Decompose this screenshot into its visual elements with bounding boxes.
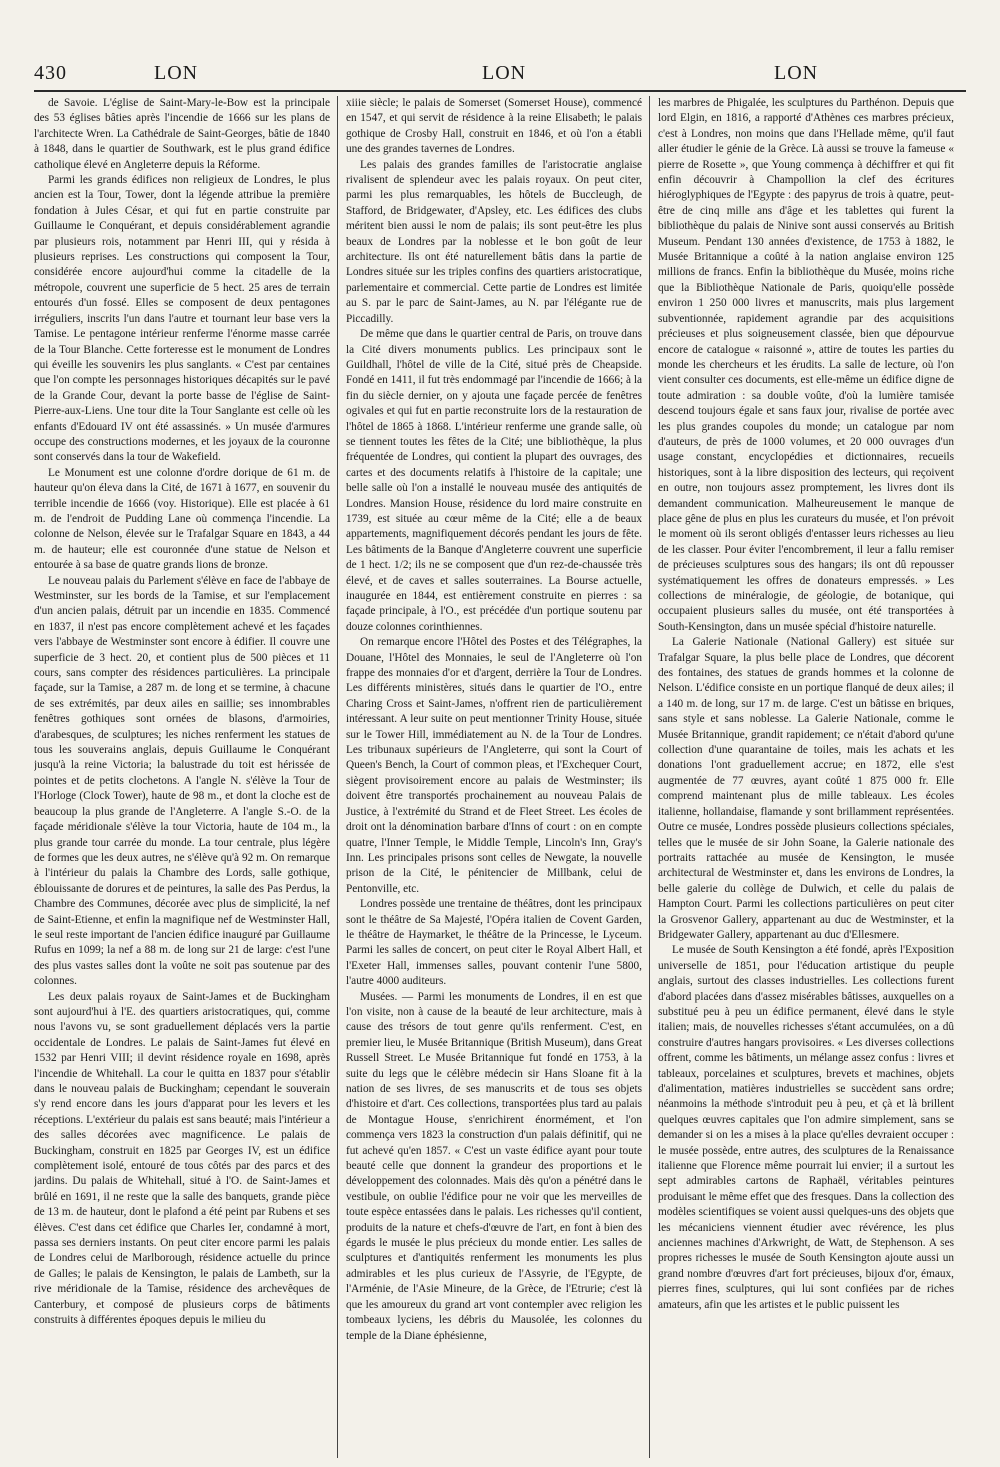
running-header bbox=[34, 62, 966, 88]
column-divider bbox=[649, 96, 650, 1458]
paragraph: De même que dans le quartier central de Paris, on trouve dans la Cité divers monuments publics. Les principaux sont le Guildhall, l'hôtel de ville de la Cité, situé près de Cheapside. Fondé en 1411, il fut très endommagé par l'incendie de 1666; à la fin du siècle dernier, on y ajouta une façade percée de fenêtres ogivales et qui fut en partie reconstruite lors de la restauration de l'hôtel de 1865 à 1868. L'intérieur renferme une grande salle, où se tiennent toutes les fêtes de la Cité; une bibliothèque, la plus fréquentée de Londres, qui contient la plupart des ouvrages, des cartes et des documents relatifs à l'histoire de la capitale; une belle salle où l'on a installé le nouveau musée des antiquités de Londres. Mansion House, résidence du lord maire construite en 1739, est située au cœur même de la Cité; elle a de beaux appartements, magnifiquement décorés pendant les jours de fête. Les bâtiments de la Banque d'Angleterre couvrent une superficie de 1 hect. 1/2; ils ne se composent que d'un rez-de-chaussée très élevé, et de caves et salles souterraines. La Bourse actuelle, inaugurée en 1844, est entièrement construite en pierres : sa façade principale, à l'O., est précédée d'un portique soutenu par douze colonnes corinthiennes. bbox=[346, 328, 642, 633]
page-number: 430 bbox=[34, 62, 67, 84]
column-divider bbox=[337, 96, 338, 1458]
header-left-word: LON bbox=[154, 62, 199, 84]
paragraph: Le nouveau palais du Parlement s'élève en face de l'abbaye de Westminster, sur les bords de la Tamise, et sur l'emplacement d'un ancien palais, détruit par un incendie en 1835. Commencé en 1837, il n'est pas encore complètement achevé et les façades vers l'abbaye de Westminster sont encore à édifier. Il couvre une superficie de 3 hect. 20, et contient plus de 500 pièces et 11 cours, sans compter des résidences particulières. La principale façade, sur la Tamise, a 287 m. de long et se termine, à chacune de ses extrémités, par deux ailes en saillie; ses innombrables fenêtres gothiques sont ornées de blasons, d'armoiries, d'arabesques, de sculptures; les niches renferment les statues de tous les souverains anglais, depuis Guillaume le Conquérant jusqu'à la reine Victoria; la balustrade du toit est hérissée de pointes et de petits clochetons. A l'angle N. s'élève la Tour de l'Horloge (Clock Tower), haute de 98 m., et dont la cloche est de beaucoup la plus grande de l'Angleterre. A l'angle S.-O. de la façade méridionale s'élève la tour Victoria, haute de 104 m., la plus grande tour carrée du monde. La tour centrale, plus légère de formes que les deux autres, ne s'élève qu'à 92 m. On remarque à l'intérieur du palais la Chambre des Lords, salle gothique, éblouissante de dorures et de peintures, la salle des Pas Perdus, la Chambre des Communes, décorée avec plus de simplicité, la nef de Saint-Etienne, et enfin la magnifique nef de Westminster Hall, le seul reste important de l'ancien édifice inauguré par Guillaume Rufus en 1099; la nef a 88 m. de long sur 21 de large: c'est l'une des plus vastes salles dont la voûte ne soit pas soutenue par des colonnes. bbox=[34, 574, 330, 988]
paragraph: Le Monument est une colonne d'ordre dorique de 61 m. de hauteur qu'on éleva dans la Cité, de 1671 à 1677, en souvenir du terrible incendie de 1666 (voy. Historique). Elle est placée à 61 m. de l'endroit de Pudding Lane où commença l'incendie. La colonne de Nelson, élevée sur le Trafalgar Square en 1843, a 44 m. de hauteur; elle est couronnée d'une statue de Nelson et entourée à sa base de quatre grands lions de bronze. bbox=[34, 466, 330, 572]
paragraph: de Savoie. L'église de Saint-Mary-le-Bow est la principale des 53 églises bâties après l'incendie de 1666 sur les plans de l'architecte Wren. La Cathédrale de Saint-Georges, bâtie de 1840 à 1848, dans le quartier de Southwark, est le plus grand édifice catholique élevé en Angleterre depuis la Réforme. bbox=[34, 97, 330, 171]
text-column-2 bbox=[346, 96, 642, 1458]
paragraph: Musées. — Parmi les monuments de Londres, il en est que l'on visite, non à cause de la beauté de leur architecture, mais à cause des trésors de tout genre qu'ils renferment. C'est, en premier lieu, le Musée Britannique (British Museum), dans Great Russell Street. Le Musée Britannique fut fondé en 1753, à la suite du legs que le célèbre médecin sir Hans Sloane fit à la nation de ses livres, de ses manuscrits et de tous ses objets d'histoire et d'art. Ces collections, transportées plus tard au palais de Montague House, s'enrichirent énormément, et l'on commença vers 1823 la construction d'un palais définitif, qui ne fut achevé qu'en 1857. « C'est un vaste édifice ayant pour toute beauté celle que donnent la grandeur des proportions et le développement des colonnades. Mais dès qu'on a pénétré dans le vestibule, on oublie l'édifice pour ne voir que les merveilles de toute espèce entassées dans le palais. Les richesses qu'il contient, produits de la nature et chefs-d'œuvre de l'art, en font à bien des égards le musée le plus précieux du monde entier. Les salles de sculptures et d'antiquités renferment les monuments les plus admirables et les plus curieux de l'Assyrie, de l'Egypte, de l'Arménie, de l'Asie Mineure, de la Grèce, de l'Etrurie; c'est là que les amoureux du grand art vont contempler avec religion les tombeaux lyciens, les débris du Mausolée, les colonnes du temple de la Diane éphésienne, bbox=[346, 990, 642, 1342]
paragraph: Le musée de South Kensington a été fondé, après l'Exposition universelle de 1851, pour l'éducation artistique du peuple anglais, surtout des classes industrielles. Les collections furent d'abord placées dans d'assez misérables bâtisses, auxquelles on a substitué peu à peu un édifice permanent, élevé dans le style italien; mais, de nouvelles richesses s'étant accumulées, on a dû construire d'autres hangars provisoires. « Les diverses collections offrent, comme les bâtiments, un mélange assez confus : livres et tableaux, porcelaines et sculptures, brevets et machines, objets d'alimentation, matières industrielles se succèdent sans ordre; néanmoins la méthode s'introduit peu à peu, et çà et là brillent quelques œuvres capitales que l'on admire simplement, sans se demander si on les a mises à la place qu'elles devraient occuper : le musée possède, entre autres, des sculptures de la Renaissance italienne que Florence même pourrait lui envier; il a surtout les sept admirables cartons de Raphaël, véritables peintures produisant le même effet que des fresques. Dans la collection des modèles scientifiques se voient aussi quelques-uns des objets que les mécaniciens viennent étudier avec révérence, les plus anciennes machines d'Arkwright, de Watt, de Stephenson. A ses propres richesses le musée de South Kensington ajoute aussi un grand nombre d'œuvres d'art fort précieuses, bijoux d'or, émaux, pierres fines, sculptures, qui lui sont confiées par de riches amateurs, afin que les artistes et le public puissent les bbox=[658, 944, 954, 1311]
paragraph: Parmi les grands édifices non religieux de Londres, le plus ancien est la Tour, Tower, dont la légende attribue la première fondation à Jules César, et qui fut en partie construite par Guillaume le Conquérant, et depuis considérablement agrandie par plusieurs rois, notamment par Henri III, qui y résida à plusieurs reprises. Les constructions qui composent la Tour, considérée encore aujourd'hui comme la citadelle de la métropole, couvrent une superficie de 5 hect. 25 ares de terrain entourés d'un fossé. Elles se composent de deux pentagones irréguliers, inscrits l'un dans l'autre et tournant leur base vers la Tamise. Le pentagone intérieur renferme l'énorme masse carrée de la Tour Blanche. Cette forteresse est le monument de Londres qui éveille les souvenirs les plus sanglants. « C'est par centaines que l'on compte les personnages historiques décapités sur le pavé de la Grande Cour, devant la porte basse de l'église de Saint-Pierre-aux-Liens. Une tour dite la Tour Sanglante est celle où les enfants d'Edouard IV ont été assassinés. » Un musée d'armures occupe des constructions modernes, et les joyaux de la couronne sont conservés dans la tour de Wakefield. bbox=[34, 174, 330, 464]
paragraph: les marbres de Phigalée, les sculptures du Parthénon. Depuis que lord Elgin, en 1816, a rapporté d'Athènes ces marbres précieux, c'est à Londres, non moins que dans l'Hellade même, qu'il faut aller étudier le génie de la Grèce. Là aussi se trouve la fameuse « pierre de Rosette », que Young commença à déchiffrer et qui fit enfin découvrir à Champollion la clef des écritures hiéroglyphiques de l'Egypte : des papyrus de trois à quatre, peut-être de cinq mille ans d'âge et les tablettes qui furent la bibliothèque du palais de Ninive sont aussi conservés au British Museum. Pendant 130 années d'existence, de 1753 à 1882, le Musée Britannique a coûté à la nation anglaise environ 125 millions de francs. Enfin la bibliothèque du Musée, moins riche que la Bibliothèque Nationale de Paris, quoiqu'elle possède environ 1 250 000 livres et manuscrits, mais plus largement subventionnée, rapidement agrandie par des acquisitions précieuses et plus soigneusement classée, bien que dépourvue encore de catalogue « raisonné », attire de toutes les parties du monde les chercheurs et les érudits. La salle de lecture, où l'on vient consulter ces documents, est elle-même un édifice digne de toute admiration : sa double voûte, d'où la lumière tamisée descend toujours égale et sans faux jour, rivalise de portée avec les plus grandes coupoles du monde; un catalogue par nom d'auteurs, de près de 1000 volumes, et 20 000 ouvrages d'un usage constant, encyclopédies et dictionnaires, recueils historiques, sont à la libre disposition des lecteurs, qui reçoivent en outre, non toujours assez promptement, les livres dont ils demandent communication. Malheureusement le manque de place gêne de plus en plus les curateurs du musée, et l'on prévoit le moment où ils seront obligés d'entasser leurs richesses au lieu de les classer. Pour éviter l'encombrement, il leur a fallu remiser de précieuses sculptures sous des hangars; ils ont dû repousser systématiquement les offres de donateurs empressés. » Les collections de minéralogie, de géologie, de botanique, qui occupaient plusieurs salles du musée, ont été transportées à South-Kensington, dans un musée spécial d'histoire naturelle. bbox=[658, 97, 954, 633]
header-center-word: LON bbox=[482, 62, 527, 84]
text-column-1 bbox=[34, 96, 330, 1458]
header-right-word: LON bbox=[774, 62, 819, 84]
header-rule bbox=[34, 90, 966, 92]
paragraph: On remarque encore l'Hôtel des Postes et des Télégraphes, la Douane, l'Hôtel des Monnaies, le seul de l'Angleterre où l'on frappe des monnaies d'or et d'argent, derrière la Tour de Londres. Les différents ministères, situés dans le quartier de l'O., entre Charing Cross et Saint-James, n'offrent rien de particulièrement intéressant. A leur suite on peut mentionner Trinity House, située sur le Tower Hill, immédiatement au N. de la Tour de Londres. Les tribunaux supérieurs de l'Angleterre, qui sont la Court of Queen's Bench, la Court of common pleas, et l'Exchequer Court, siègent provisoirement encore au palais de Westminster; ils doivent être transportés prochainement au nouveau Palais de Justice, à l'extrémité du Strand et de Fleet Street. Les écoles de droit ont la dénomination barbare d'Inns of court : on en compte quatre, l'Inner Temple, le Middle Temple, Lincoln's Inn, Gray's Inn. Les principales prisons sont celles de Newgate, la nouvelle prison de la Cité, le pénitencier de Millbank, celui de Pentonville, etc. bbox=[346, 636, 642, 895]
paragraph: Les deux palais royaux de Saint-James et de Buckingham sont aujourd'hui à l'E. des quartiers aristocratiques, qui, comme nous l'avons vu, se sont graduellement déplacés vers la partie occidentale de Londres. Le palais de Saint-James fut élevé en 1532 par Henri VIII; il devint résidence royale en 1698, après l'incendie de Whitehall. La cour le quitta en 1837 pour s'établir dans le nouveau palais de Buckingham; cependant le souverain s'y rend encore dans les jours d'apparat pour les levers et les réceptions. L'extérieur du palais est sans beauté; mais l'intérieur a des salles décorées avec magnificence. Le palais de Buckingham, construit en 1825 par Georges IV, est un édifice complètement isolé, entouré de tous côtés par des parcs et des jardins. Du palais de Whitehall, situé à l'O. de Saint-James et brûlé en 1691, il ne reste que la salle des banquets, grande pièce de 13 m. de hauteur, dont le plafond a été peint par Rubens et ses élèves. C'est dans cet édifice que Charles Ier, condamné à mort, passa ses derniers instants. On peut citer encore parmi les palais de Londres celui de Marlborough, résidence actuelle du prince de Galles; le palais de Kensington, le palais de Lambeth, sur la rive méridionale de la Tamise, résidence des archevêques de Canterbury, et composé de plusieurs corps de bâtiments construits à différentes époques depuis le milieu du bbox=[34, 990, 330, 1327]
paragraph: La Galerie Nationale (National Gallery) est située sur Trafalgar Square, la plus belle place de Londres, que décorent des fontaines, des statues de grands hommes et la colonne de Nelson. L'édifice consiste en un portique flanqué de deux ailes; il a 140 m. de long, sur 17 m. de large. C'est un bâtisse en briques, sans style et sans noblesse. La Galerie Nationale, comme le Musée Britannique, grandit rapidement; ce n'était d'abord qu'une collection d'une quarantaine de toiles, mais les achats et les donations l'ont graduellement accrue; en 1872, elle s'est augmentée de 77 œuvres, ayant coûté 1 875 000 fr. Elle comprend maintenant plus de mille tableaux. Les écoles italienne, hollandaise, flamande y sont brillamment représentées. Outre ce musée, Londres possède plusieurs collections spéciales, telles que le musée de sir John Soane, la Galerie nationale des portraits rattachée au musée de Kensington, le musée architectural de Westminster et, dans les environs de Londres, la belle galerie du collège de Dulwich, et celle du palais de Hampton Court. Parmi les collections particulières on peut citer la Grosvenor Gallery, appartenant au duc de Westminster, et la Bridgewater Gallery, appartenant au duc d'Ellesmere. bbox=[658, 636, 954, 941]
paragraph: Londres possède une trentaine de théâtres, dont les principaux sont le théâtre de Sa Majesté, l'Opéra italien de Covent Garden, le théâtre de Haymarket, le théâtre de la Princesse, le Lyceum. Parmi les salles de concert, on peut citer le Royal Albert Hall, et l'Exeter Hall, immenses salles, pouvant contenir l'une 5800, l'autre 4000 auditeurs. bbox=[346, 898, 642, 988]
paragraph: Les palais des grandes familles de l'aristocratie anglaise rivalisent de splendeur avec les palais royaux. On peut citer, parmi les plus remarquables, les hôtels de Buccleugh, de Stafford, de Bridgewater, d'Apsley, etc. Les édifices des clubs méritent bien aussi le nom de palais; ils sont peut-être les plus beaux de Londres par la noblesse et le bon goût de leur architecture. Ils ont été naturellement bâtis dans la partie de Londres située sur les triples confins des quartiers aristocratique, parlementaire et commercial. Cette partie de Londres est limitée au S. par le parc de Saint-James, au N. par l'élégante rue de Piccadilly. bbox=[346, 158, 642, 325]
text-column-3 bbox=[658, 96, 954, 1458]
paragraph: xiiie siècle; le palais de Somerset (Somerset House), commencé en 1547, et qui servit de résidence à la reine Elisabeth; le palais gothique de Crosby Hall, construit en 1846, et où l'on a établi une des grandes tavernes de Londres. bbox=[346, 97, 642, 156]
